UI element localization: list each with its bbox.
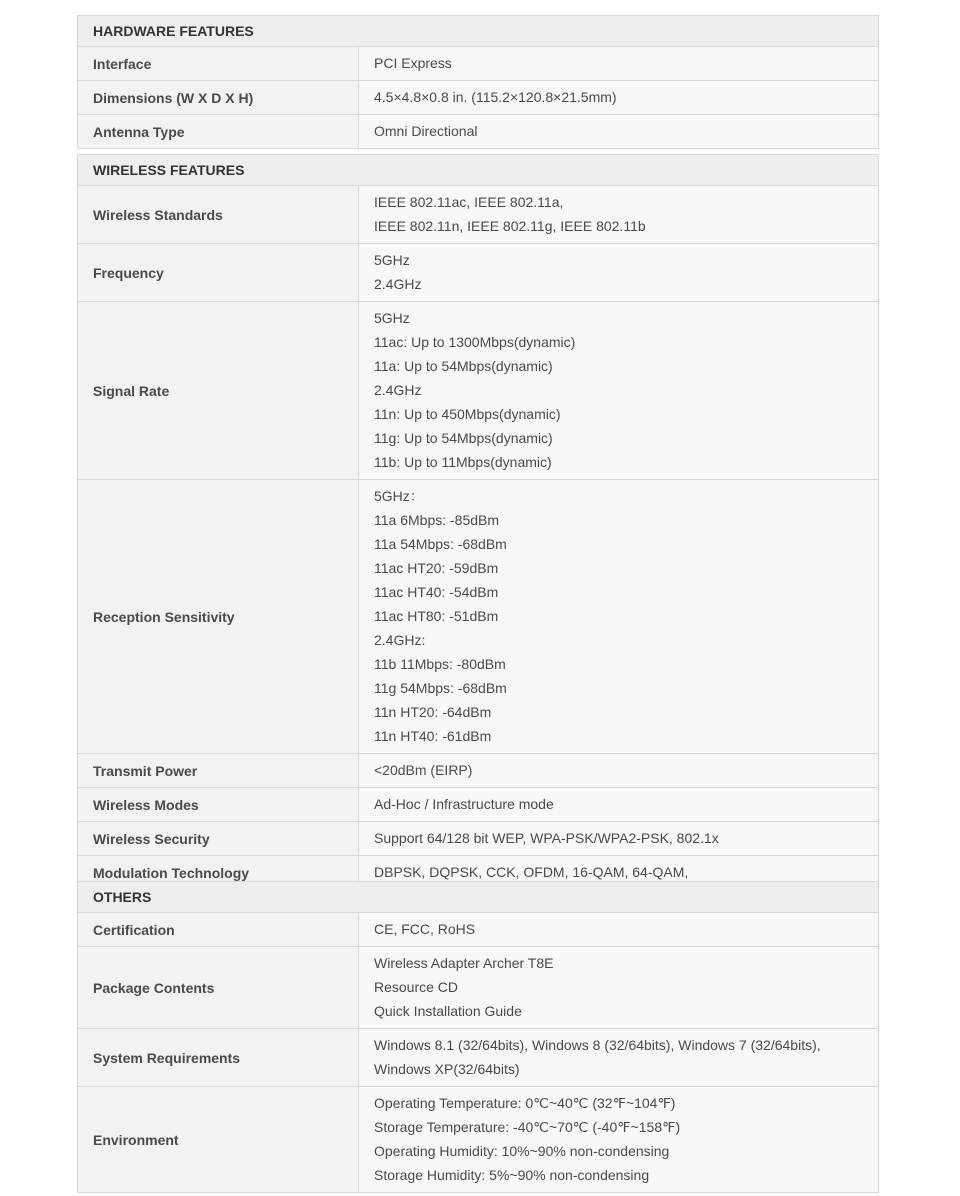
spec-value-line: Storage Humidity: 5%~90% non-condensing <box>374 1167 650 1183</box>
spec-value-line: 2.4GHz <box>374 276 422 292</box>
spec-value <box>359 822 878 855</box>
spec-row-dimensions <box>78 81 878 115</box>
spec-value <box>359 754 878 787</box>
spec-value-line: 11ac HT40: -54dBm <box>374 584 499 600</box>
spec-value-line: 11g 54Mbps: -68dBm <box>374 680 507 696</box>
spec-value <box>359 115 878 148</box>
spec-value-line: Windows XP(32/64bits) <box>374 1061 520 1077</box>
spec-value-line: Support 64/128 bit WEP, WPA-PSK/WPA2-PSK, 802.1x <box>374 830 719 846</box>
spec-label: Modulation Technology <box>78 856 359 889</box>
spec-row-wireless-modes <box>78 788 878 822</box>
spec-value-line: Quick Installation Guide <box>374 1003 522 1019</box>
spec-value-line: 11a: Up to 54Mbps(dynamic) <box>374 358 553 374</box>
spec-label: Environment <box>78 1087 359 1192</box>
spec-value-line: Ad-Hoc / Infrastructure mode <box>374 796 554 812</box>
spec-row-signal-rate <box>78 302 878 480</box>
spec-value <box>359 81 878 114</box>
spec-label: Signal Rate <box>78 302 359 479</box>
spec-value-line: 11ac HT80: -51dBm <box>374 608 499 624</box>
spec-value-line: 11g: Up to 54Mbps(dynamic) <box>374 430 553 446</box>
hardware-features-table <box>77 15 879 149</box>
spec-value <box>359 913 878 946</box>
wireless-features-table <box>77 154 879 890</box>
spec-value-line: 11n HT20: -64dBm <box>374 704 492 720</box>
spec-row-package-contents <box>78 947 878 1029</box>
spec-row-wireless-standards <box>78 186 878 244</box>
spec-row-wireless-security <box>78 822 878 856</box>
spec-label: Frequency <box>78 244 359 301</box>
spec-value <box>359 788 878 821</box>
spec-label: Wireless Modes <box>78 788 359 821</box>
spec-value-line: Resource CD <box>374 979 459 995</box>
spec-value-line: Wireless Adapter Archer T8E <box>374 955 554 971</box>
spec-label: Antenna Type <box>78 115 359 148</box>
spec-label: Wireless Standards <box>78 186 359 243</box>
spec-value-line: 11n: Up to 450Mbps(dynamic) <box>374 406 561 422</box>
spec-value-line: PCI Express <box>374 55 452 71</box>
spec-value <box>359 1087 878 1192</box>
spec-label: Package Contents <box>78 947 359 1028</box>
spec-value-line: IEEE 802.11ac, IEEE 802.11a, <box>374 194 564 210</box>
spec-value-line: Omni Directional <box>374 123 478 139</box>
spec-row-antenna-type <box>78 115 878 148</box>
spec-value-line: Windows 8.1 (32/64bits), Windows 8 (32/64bits), Windows 7 (32/64bits), <box>374 1037 821 1053</box>
spec-value-line: 11b 11Mbps: -80dBm <box>374 656 506 672</box>
spec-row-frequency <box>78 244 878 302</box>
spec-value <box>359 47 878 80</box>
spec-row-environment <box>78 1087 878 1192</box>
spec-value-line: DBPSK, DQPSK, CCK, OFDM, 16-QAM, 64-QAM, <box>374 864 689 880</box>
spec-value-line: Operating Temperature: 0℃~40℃ (32℉~104℉) <box>374 1095 676 1111</box>
spec-value-line: Storage Temperature: -40℃~70℃ (-40℉~158℉) <box>374 1119 681 1135</box>
spec-label: Transmit Power <box>78 754 359 787</box>
others-table <box>77 881 879 1193</box>
section-title: OTHERS <box>78 882 878 913</box>
spec-value <box>359 480 878 753</box>
spec-value-line: 5GHz <box>374 310 410 326</box>
spec-value <box>359 302 878 479</box>
spec-value-line: 11a 54Mbps: -68dBm <box>374 536 507 552</box>
spec-value-line: 2.4GHz <box>374 382 422 398</box>
spec-value-line: 4.5×4.8×0.8 in. (115.2×120.8×21.5mm) <box>374 89 617 105</box>
spec-label: System Requirements <box>78 1029 359 1086</box>
spec-row-interface <box>78 47 878 81</box>
spec-value-line: 11ac: Up to 1300Mbps(dynamic) <box>374 334 576 350</box>
spec-label: Reception Sensitivity <box>78 480 359 753</box>
spec-value-line: 2.4GHz: <box>374 632 426 648</box>
spec-label: Interface <box>78 47 359 80</box>
spec-label: Dimensions (W X D X H) <box>78 81 359 114</box>
spec-value <box>359 186 878 243</box>
spec-value-line: CE, FCC, RoHS <box>374 921 476 937</box>
spec-row-certification <box>78 913 878 947</box>
spec-value-line: 11a 6Mbps: -85dBm <box>374 512 500 528</box>
spec-value-line: Operating Humidity: 10%~90% non-condensing <box>374 1143 670 1159</box>
spec-value <box>359 947 878 1028</box>
spec-value-line: 5GHz <box>374 252 410 268</box>
section-title: WIRELESS FEATURES <box>78 155 878 186</box>
spec-row-reception-sensitivity <box>78 480 878 754</box>
spec-value <box>359 244 878 301</box>
spec-row-system-requirements <box>78 1029 878 1087</box>
section-title: HARDWARE FEATURES <box>78 16 878 47</box>
spec-value <box>359 1029 878 1086</box>
spec-value-line: 11b: Up to 11Mbps(dynamic) <box>374 454 552 470</box>
spec-label: Certification <box>78 913 359 946</box>
spec-label: Wireless Security <box>78 822 359 855</box>
spec-value-line: 11n HT40: -61dBm <box>374 728 492 744</box>
spec-value-line: 11ac HT20: -59dBm <box>374 560 499 576</box>
spec-value-line: 5GHz： <box>374 488 424 504</box>
spec-value-line: IEEE 802.11n, IEEE 802.11g, IEEE 802.11b <box>374 218 646 234</box>
spec-row-transmit-power <box>78 754 878 788</box>
spec-value-line: <20dBm (EIRP) <box>374 762 473 778</box>
